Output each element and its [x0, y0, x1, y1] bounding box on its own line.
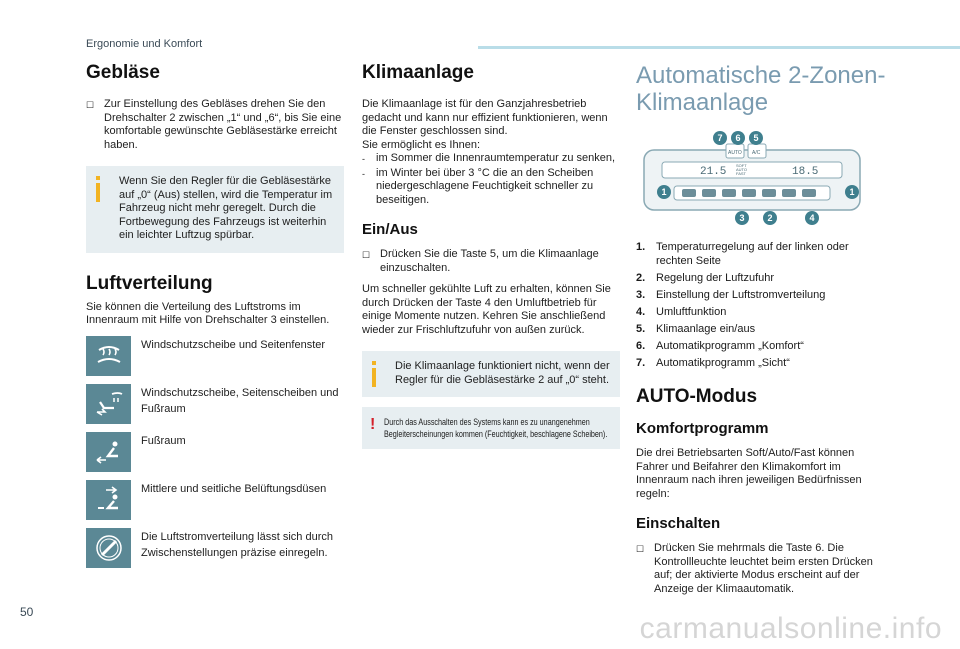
auto-ac-title-line2: Klimaanlage: [636, 89, 769, 116]
item-text: Umluftfunktion: [656, 306, 727, 318]
onoff-text: Um schneller gekühlte Luft zu erhalten, können Sie durch Drücken der Taste 4 den Umluftbetrieb für einige Momente nutzen. Kehren Sie anschließend wieder zur Frischluftzufuhr von außen zurück.: [362, 283, 611, 336]
auto-ac-title: [636, 62, 886, 116]
ac-dash-text: im Sommer die Innenraumtemperatur zu senken,: [376, 152, 616, 164]
svg-text:4: 4: [809, 213, 815, 223]
item-text: Automatikprogramm „Sicht“: [656, 357, 790, 369]
vent-label: Mittlere und seitliche Belüftungsdüsen: [141, 482, 327, 495]
list-item: [636, 322, 886, 336]
comfort-text: Die drei Betriebsarten Soft/Auto/Fast können Fahrer und Beifahrer den Klimakomfort im Innenraum nach ihren jeweiligen Bedürfnissen regeln:: [636, 447, 862, 500]
vent-label: Fußraum: [141, 434, 186, 447]
dash-marker: -: [362, 154, 365, 164]
callout-4: [805, 211, 819, 225]
item-text: Klimaanlage ein/aus: [656, 323, 756, 335]
onoff-bullet-text: Drücken Sie die Taste 5, um die Klimaanlage einzuschalten.: [380, 248, 599, 274]
vent-row-footwell: [86, 432, 344, 472]
item-text: Einstellung der Luftstromverteilung: [656, 289, 826, 301]
svg-text:2: 2: [767, 213, 773, 223]
column-ac: [362, 62, 620, 449]
callout-6: [731, 131, 745, 145]
distribution-text: Sie können die Verteilung des Luftstroms im Innenraum mit Hilfe von Drehschalter 3 einstellen.: [86, 300, 330, 326]
header-rule: [478, 46, 960, 49]
list-item: [636, 288, 886, 302]
callout-7: [713, 131, 727, 145]
vent-label: Windschutzscheibe, Seitenscheiben und Fußraum: [141, 386, 339, 415]
ac-title: Klimaanlage: [362, 62, 474, 83]
climate-panel-illustration: [642, 130, 862, 230]
panel-auto-button-label: AUTO: [728, 150, 742, 156]
callout-2: [763, 211, 777, 225]
windshield-feet-icon: [86, 384, 131, 424]
item-number: 1.: [636, 241, 646, 253]
warning-icon: !: [370, 416, 376, 433]
info-icon: [96, 176, 100, 202]
ac-info-box: [362, 351, 620, 397]
distribution-title: Luftverteilung: [86, 272, 213, 294]
blower-bullet-text: Zur Einstellung des Gebläses drehen Sie den Drehschalter 2 zwischen „1“ und „6“, bis Sie eine komfortable gewünschte Gebläsestärke erreicht haben.: [104, 98, 342, 151]
info-icon: [372, 361, 376, 387]
distribution-dial-icon: [86, 528, 131, 568]
page-number: 50: [20, 605, 34, 619]
blower-bullet: [86, 98, 344, 152]
column-blower: [86, 62, 344, 576]
blower-title: Gebläse: [86, 62, 160, 83]
ac-dash-text: im Winter bei über 3 °C die an den Scheiben niedergeschlagene Feuchtigkeit schneller zu beseitigen.: [376, 166, 594, 206]
panel-temp-right: 18.5: [792, 166, 819, 178]
panel-ac-button-label: A/C: [752, 150, 761, 156]
footwell-icon: [86, 432, 131, 472]
item-number: 5.: [636, 323, 646, 335]
bullet-marker-icon: ☐: [86, 100, 95, 110]
vent-row-dial: [86, 528, 344, 568]
item-text: Regelung der Luftzufuhr: [656, 272, 775, 284]
callout-1-left: [657, 185, 671, 199]
panel-fast-label: FAST: [736, 171, 747, 176]
vent-label: Die Luftstromverteilung lässt sich durch Zwischenstellungen präzise einregeln.: [141, 530, 333, 559]
svg-text:5: 5: [753, 133, 759, 143]
list-item: [636, 240, 886, 268]
switch-bullet-text: Drücken Sie mehrmals die Taste 6. Die Kontrollleuchte leuchtet beim ersten Drücken auf; der aktivierte Modus erscheint auf der Anzeige der Klimaautomatik.: [654, 542, 873, 595]
svg-text:3: 3: [739, 213, 745, 223]
item-number: 3.: [636, 289, 646, 301]
list-item: [636, 356, 886, 370]
switch-bullet: [636, 542, 886, 596]
ac-warning-box: [362, 407, 620, 449]
panel-soft-label: SOFT: [736, 163, 747, 168]
bullet-marker-icon: ☐: [636, 544, 645, 554]
windshield-defrost-icon: [86, 336, 131, 376]
blower-info-box: [86, 166, 344, 253]
ac-info-text: Die Klimaanlage funktioniert nicht, wenn der Regler für die Gebläsestärke 2 auf „0“ steht.: [395, 360, 610, 386]
onoff-title: Ein/Aus: [362, 221, 418, 238]
panel-temp-left: 21.5: [700, 166, 727, 178]
ac-dash-item: [362, 167, 620, 208]
bullet-marker-icon: ☐: [362, 250, 371, 260]
ac-dash-item: [362, 152, 620, 167]
callout-5: [749, 131, 763, 145]
svg-text:6: 6: [735, 133, 741, 143]
ac-intro2: Sie ermöglicht es Ihnen:: [362, 138, 481, 151]
vent-row-windshield: [86, 336, 344, 376]
item-text: Temperaturregelung auf der linken oder rechten Seite: [656, 241, 849, 267]
list-item: [636, 271, 886, 285]
auto-mode-title: AUTO-Modus: [636, 386, 758, 407]
item-text: Automatikprogramm „Komfort“: [656, 340, 804, 352]
ac-intro: Die Klimaanlage ist für den Ganzjahresbetrieb gedacht und kann nur effizient funktionieren, wenn die Fenster geschlossen sind.: [362, 98, 608, 137]
callout-3: [735, 211, 749, 225]
vent-row-center: [86, 480, 344, 520]
item-number: 4.: [636, 306, 646, 318]
panel-auto-label: AUTO: [736, 167, 748, 172]
svg-text:7: 7: [717, 133, 723, 143]
onoff-bullet: [362, 248, 620, 275]
dash-marker: -: [362, 168, 365, 179]
svg-text:1: 1: [661, 187, 667, 197]
watermark: carmanualsonline.info: [639, 612, 942, 645]
panel-legend-list: [636, 240, 886, 370]
item-number: 2.: [636, 272, 646, 284]
item-number: 7.: [636, 357, 646, 369]
switch-title: Einschalten: [636, 515, 721, 532]
vent-label: Windschutzscheibe und Seitenfenster: [141, 338, 326, 351]
list-item: [636, 305, 886, 319]
blower-info-text: Wenn Sie den Regler für die Gebläsestärke auf „0“ (Aus) stellen, wird die Temperatur im Fahrzeug nicht mehr geregelt. Durch die Fortbewegung des Fahrzeugs ist weiterhin ein leichter Luftzug spürbar.: [119, 175, 333, 241]
item-number: 6.: [636, 340, 646, 352]
column-auto-ac: [636, 62, 886, 604]
auto-ac-title-line1: Automatische 2-Zonen-: [636, 62, 886, 89]
svg-text:1: 1: [849, 187, 855, 197]
comfort-title: Komfortprogramm: [636, 420, 769, 437]
callout-1-right: [845, 185, 859, 199]
list-item: [636, 339, 886, 353]
center-vents-icon: [86, 480, 131, 520]
ac-warning-text: Durch das Ausschalten des Systems kann es zu unangenehmen Begleiterscheinungen kommen (Feuchtigkeit, beschlagene Scheiben).: [384, 417, 608, 439]
vent-row-windshield-feet: [86, 384, 344, 424]
section-header: Ergonomie und Komfort: [86, 38, 203, 50]
